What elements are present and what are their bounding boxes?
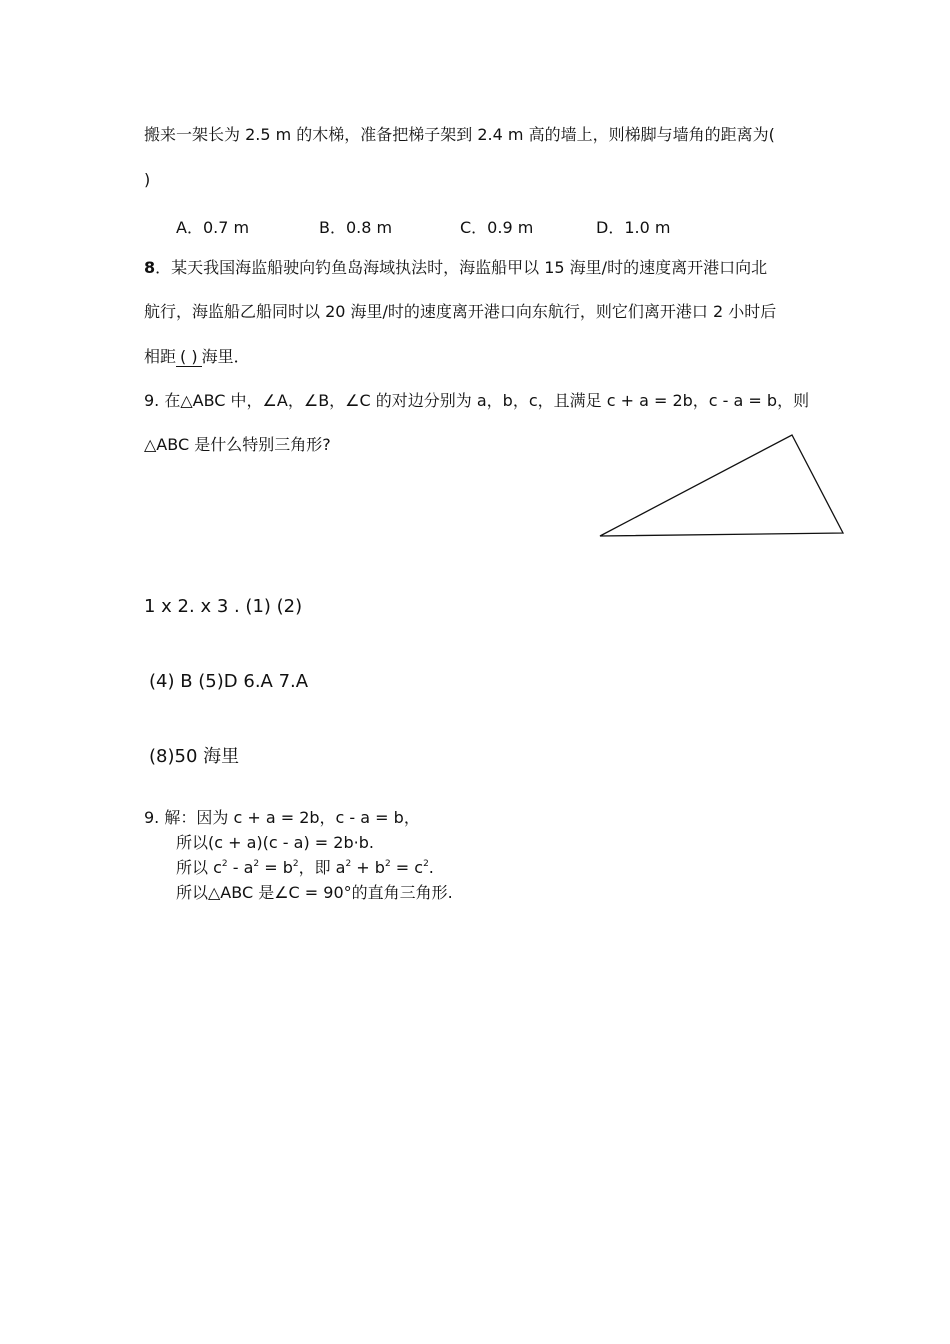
q9-stem-line-1: 9. 在△ABC 中，∠A，∠B，∠C 的对边分别为 a，b，c，且满足 c + a = 2b，c - a = b，则 xyxy=(144,391,810,410)
q8-suffix: 海里． xyxy=(201,347,250,366)
q7-stem-line-1: 搬来一架长为 2.5 m 的木梯，准备把梯子架到 2.4 m 高的墙上，则梯脚与墙角的距离为( xyxy=(144,125,775,144)
solution-line-4: 所以△ABC 是∠C = 90°的直角三角形. xyxy=(176,883,453,902)
solution-line-3 xyxy=(176,860,434,876)
exp-a2: 2 xyxy=(345,859,352,869)
sol3-part-d: ，即 a xyxy=(298,858,346,877)
answers-row-3: (8)50 海里 xyxy=(149,746,240,767)
sol3-part-f: = c xyxy=(390,858,424,877)
answers-row-1: 1 x 2. x 3 . (1) (2) xyxy=(144,596,303,617)
q9-stem-line-2: △ABC 是什么特别三角形? xyxy=(144,435,331,454)
sol3-part-c: = b xyxy=(259,858,293,877)
exp-b: 2 xyxy=(292,859,299,869)
q8-number: 8 xyxy=(144,258,156,277)
sol3-part-g: . xyxy=(428,858,434,877)
sol3-part-e: + b xyxy=(351,858,385,877)
q8-stem-line-2: 航行，海监船乙船同时以 20 海里/时的速度离开港口向东航行，则它们离开港口 2 小时后 xyxy=(144,302,777,321)
answers-row-2: (4) B (5)D 6.A 7.A xyxy=(149,671,309,692)
triangle-abc xyxy=(600,435,843,536)
solution-line-2: 所以(c + a)(c - a) = 2b·b. xyxy=(176,833,374,852)
exp-c2: 2 xyxy=(423,859,429,869)
q8-answer-blank: ( ) xyxy=(176,348,202,367)
q7-option-c: C．0.9 m xyxy=(460,218,534,237)
q7-stem-line-2: ) xyxy=(144,170,151,189)
q7-option-b: B．0.8 m xyxy=(319,218,393,237)
solution-line-1: 9. 解：因为 c + a = 2b，c - a = b， xyxy=(144,808,420,827)
exp-b2: 2 xyxy=(384,859,391,869)
q8-prefix: 相距 xyxy=(144,347,177,366)
exp-c: 2 xyxy=(221,859,228,869)
sol3-part-b: - a xyxy=(227,858,254,877)
q7-option-d: D．1.0 m xyxy=(596,218,671,237)
q7-option-a: A．0.7 m xyxy=(176,218,250,237)
exp-a: 2 xyxy=(253,859,260,869)
q8-text-1: ．某天我国海监船驶向钓鱼岛海域执法时，海监船甲以 15 海里/时的速度离开港口向北 xyxy=(155,258,768,277)
sol3-part-a: 所以 c xyxy=(176,858,222,877)
